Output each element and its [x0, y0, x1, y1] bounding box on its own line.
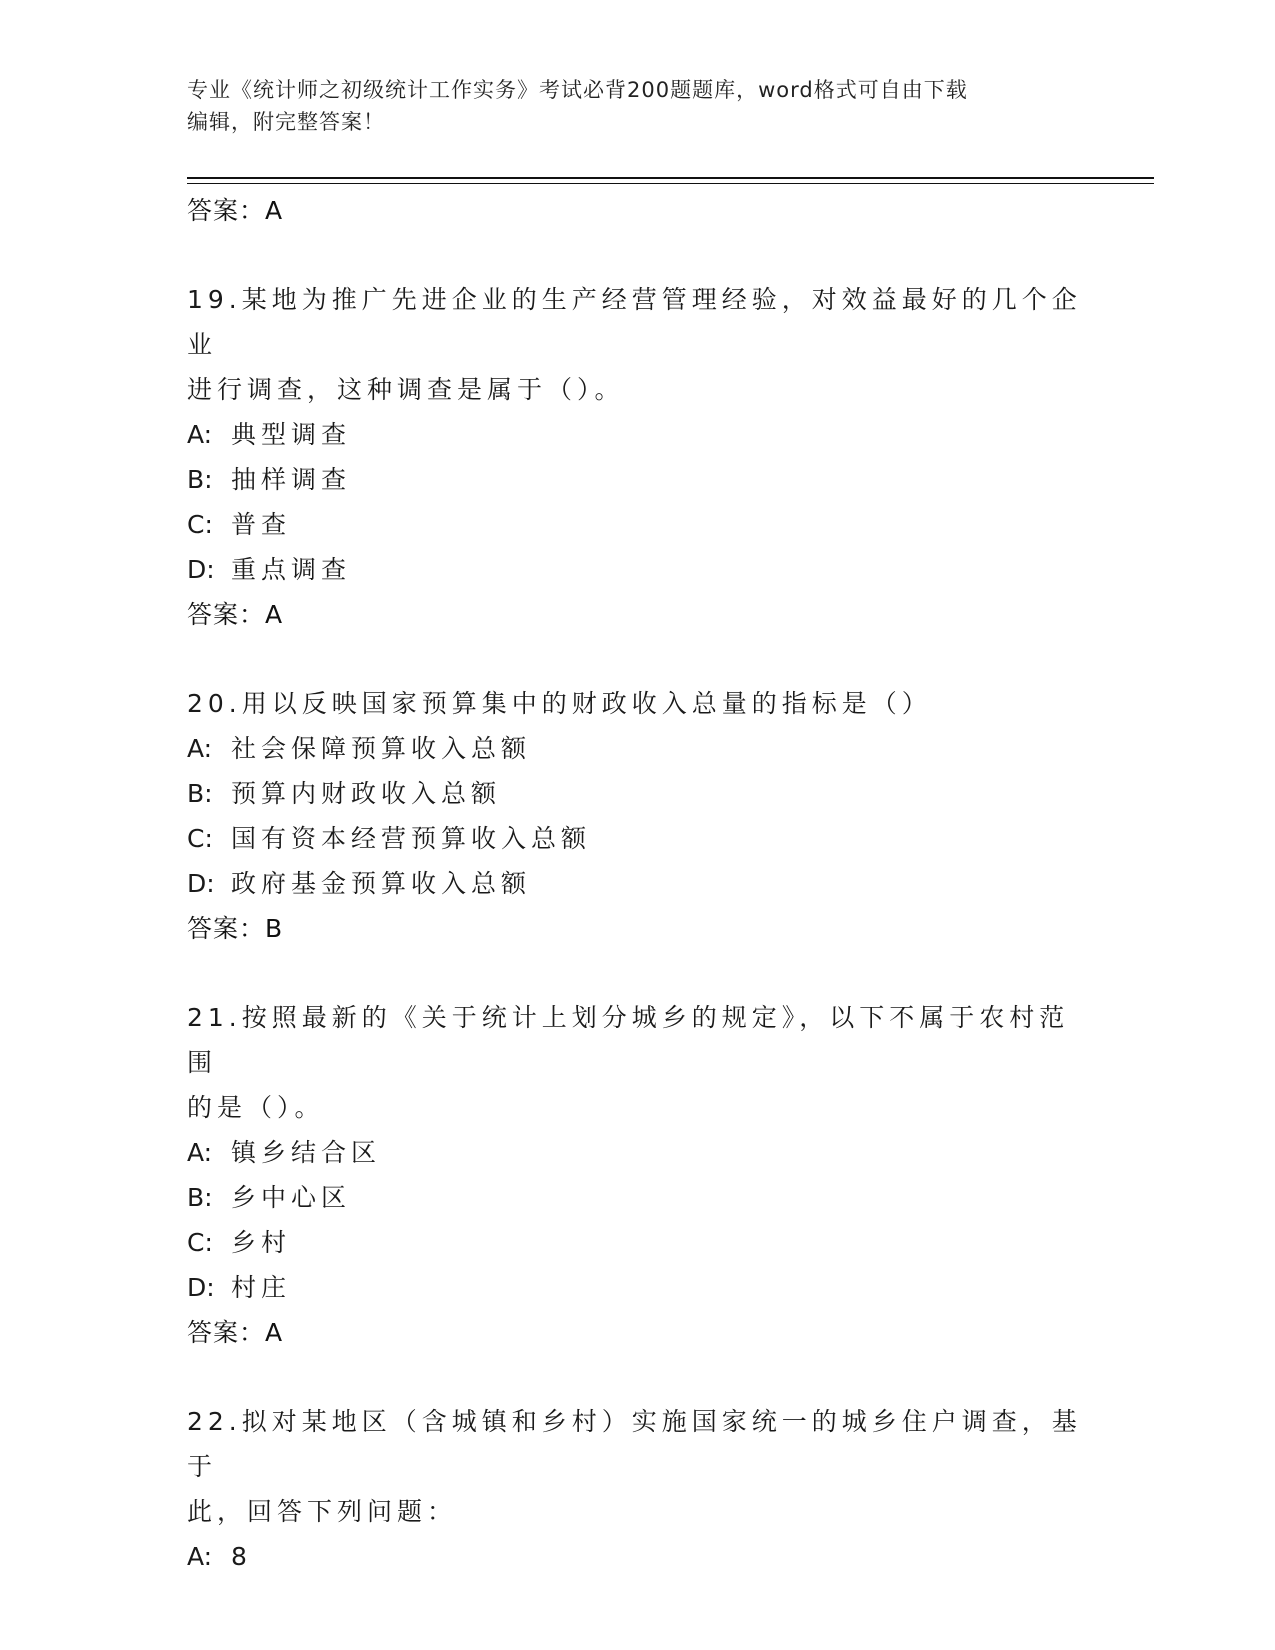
document-body	[187, 188, 1087, 1579]
stem-line: 19.某地为推广先进企业的生产经营管理经验，对效益最好的几个企业	[187, 285, 1082, 359]
header-rule-thin	[187, 183, 1154, 184]
option-key: A:	[187, 1542, 213, 1571]
option-a	[187, 1130, 1087, 1175]
question-20	[187, 681, 1087, 951]
stem-line: 进行调查，这种调查是属于（）。	[187, 375, 625, 404]
option-key: C:	[187, 510, 213, 539]
option-b	[187, 457, 1087, 502]
option-key: C:	[187, 824, 213, 853]
option-a	[187, 412, 1087, 457]
answer-line: 答案：A	[187, 196, 284, 225]
header-line-1: 专业《统计师之初级统计工作实务》考试必背200题题库，word格式可自由下载	[187, 78, 968, 102]
option-text: 社会保障预算收入总额	[231, 734, 532, 763]
header-line-2: 编辑，附完整答案！	[187, 110, 385, 134]
option-key: D:	[187, 1273, 215, 1302]
option-d	[187, 1265, 1087, 1310]
option-key: C:	[187, 1228, 213, 1257]
option-text: 8	[231, 1542, 252, 1571]
answer-line: 答案：A	[187, 600, 284, 629]
option-key: A:	[187, 420, 213, 449]
option-text: 典型调查	[231, 420, 352, 449]
option-text: 普查	[231, 510, 292, 539]
option-text: 乡中心区	[231, 1183, 352, 1212]
option-text: 抽样调查	[231, 465, 352, 494]
option-d	[187, 861, 1087, 906]
option-text: 村庄	[231, 1273, 292, 1302]
option-key: A:	[187, 734, 213, 763]
question-stem	[187, 1399, 1087, 1534]
option-a	[187, 1534, 1087, 1579]
option-text: 镇乡结合区	[231, 1138, 382, 1167]
option-key: B:	[187, 1183, 213, 1212]
stem-line: 22.拟对某地区（含城镇和乡村）实施国家统一的城乡住户调查，基于	[187, 1407, 1082, 1481]
question-21	[187, 995, 1087, 1355]
option-c	[187, 1220, 1087, 1265]
question-stem	[187, 681, 1087, 726]
stem-line: 的是（）。	[187, 1093, 325, 1122]
option-text: 乡村	[231, 1228, 292, 1257]
option-key: D:	[187, 555, 215, 584]
question-stem	[187, 995, 1087, 1130]
option-text: 国有资本经营预算收入总额	[231, 824, 592, 853]
option-d	[187, 547, 1087, 592]
option-text: 预算内财政收入总额	[231, 779, 502, 808]
answer-line: 答案：B	[187, 914, 284, 943]
option-key: B:	[187, 779, 213, 808]
question-22	[187, 1399, 1087, 1579]
question-19	[187, 277, 1087, 637]
option-b	[187, 771, 1087, 816]
option-c	[187, 816, 1087, 861]
option-text: 政府基金预算收入总额	[231, 869, 532, 898]
question-stem	[187, 277, 1087, 412]
option-text: 重点调查	[231, 555, 352, 584]
option-key: A:	[187, 1138, 213, 1167]
header-rule-thick	[187, 177, 1154, 179]
option-c	[187, 502, 1087, 547]
document-header	[187, 74, 1077, 138]
option-b	[187, 1175, 1087, 1220]
stem-line: 21.按照最新的《关于统计上划分城乡的规定》，以下不属于农村范围	[187, 1003, 1070, 1077]
option-key: B:	[187, 465, 213, 494]
stem-line: 20.用以反映国家预算集中的财政收入总量的指标是（）	[187, 689, 932, 718]
option-key: D:	[187, 869, 215, 898]
option-a	[187, 726, 1087, 771]
stem-line: 此，回答下列问题：	[187, 1497, 458, 1526]
answer-line: 答案：A	[187, 1318, 284, 1347]
